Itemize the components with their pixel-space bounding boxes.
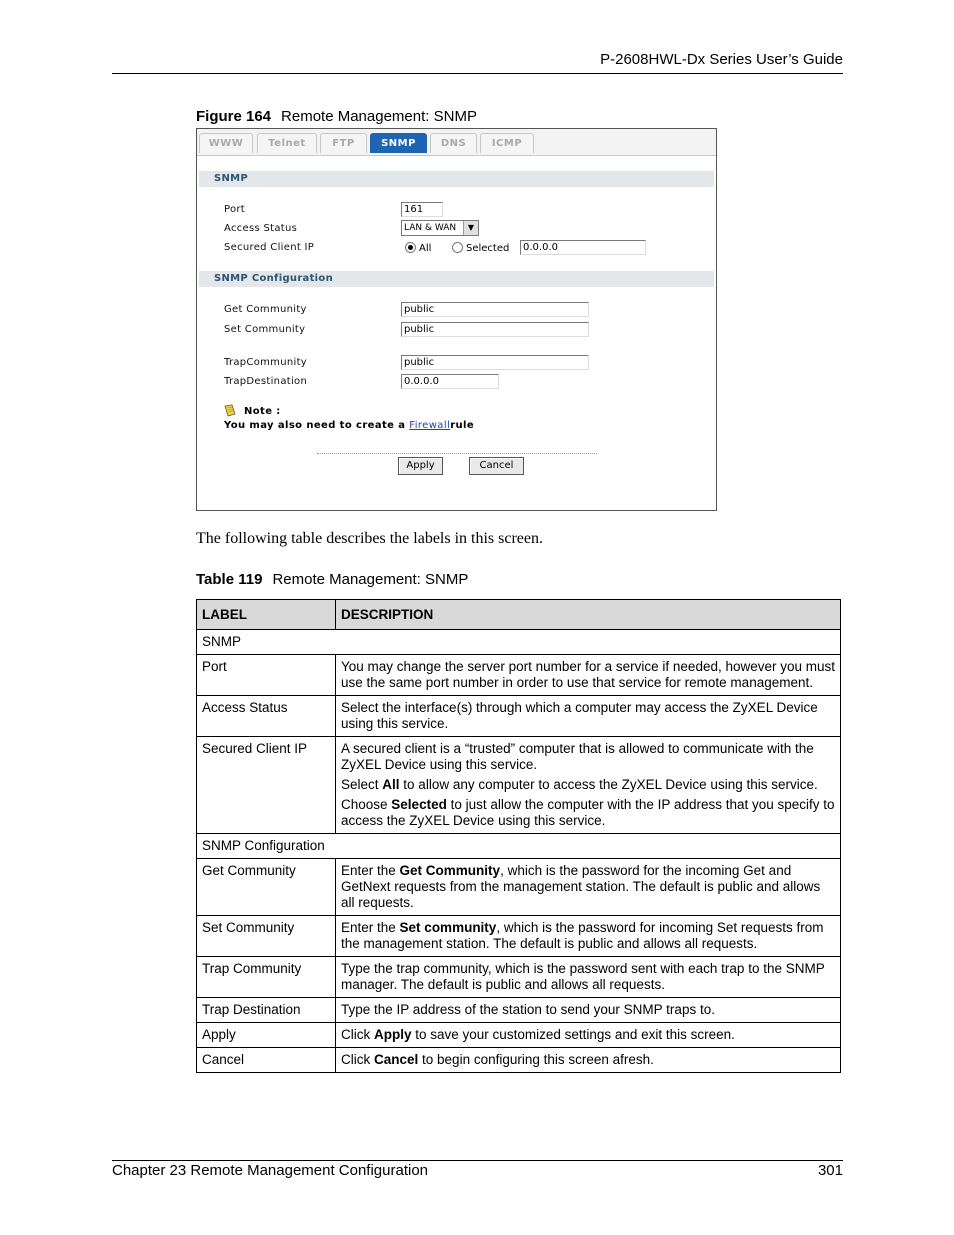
label-cell: Access Status [197, 696, 336, 737]
note-text [224, 420, 474, 431]
table-row [197, 998, 841, 1023]
trap-destination-label: TrapDestination [224, 376, 308, 387]
port-label: Port [224, 204, 246, 215]
port-input[interactable]: 161 [401, 202, 443, 217]
body-text: The following table describes the labels in this screen. [196, 530, 544, 547]
access-status-label: Access Status [224, 223, 298, 234]
trap-community-input[interactable]: public [401, 355, 589, 370]
section-snmp: SNMP [199, 171, 714, 187]
note-text-before: You may also need to create a [224, 420, 410, 431]
trap-community-label: TrapCommunity [224, 357, 308, 368]
tab-icmp[interactable]: ICMP [480, 133, 534, 153]
page-number: 301 [817, 1162, 843, 1179]
firewall-link[interactable]: Firewall [409, 420, 451, 431]
description-cell [336, 1023, 841, 1048]
tab-www[interactable]: WWW [199, 133, 253, 153]
description-table [196, 599, 841, 1073]
description-paragraph: Type the trap community, which is the password sent with each trap to the SNMP manager. The default is public and allows all requests. [341, 961, 825, 992]
get-community-label: Get Community [224, 304, 307, 315]
header-description: DESCRIPTION [336, 600, 841, 630]
radio-selected[interactable] [452, 242, 463, 253]
description-cell [336, 655, 841, 696]
secured-client-ip-label: Secured Client IP [224, 242, 315, 253]
table-row [197, 1048, 841, 1073]
table-row [197, 737, 841, 834]
note-label: Note : [244, 406, 281, 417]
radio-all-label: All [419, 243, 432, 254]
description-paragraph: Type the IP address of the station to send your SNMP traps to. [341, 1002, 715, 1017]
chevron-down-icon: ▼ [463, 221, 478, 235]
table-row [197, 916, 841, 957]
description-cell [336, 696, 841, 737]
get-community-input[interactable]: public [401, 302, 589, 317]
section-snmp-configuration: SNMP Configuration [199, 271, 714, 287]
table-number: Table 119 [196, 571, 263, 588]
tab-bar [197, 129, 716, 156]
description-paragraph: Click Apply to save your customized settings and exit this screen. [341, 1027, 735, 1042]
table-section-row [197, 630, 841, 655]
description-cell [336, 737, 841, 834]
table-row [197, 655, 841, 696]
description-cell [336, 1048, 841, 1073]
trap-destination-input[interactable]: 0.0.0.0 [401, 374, 499, 389]
tab-ftp[interactable]: FTP [320, 133, 367, 153]
description-cell [336, 957, 841, 998]
snmp-screen [196, 128, 717, 511]
description-paragraph: Click Cancel to begin configuring this screen afresh. [341, 1052, 654, 1067]
access-status-select[interactable] [401, 220, 479, 236]
description-paragraph: Enter the Set community, which is the password for incoming Set requests from the management station. The default is public and allows all requests. [341, 920, 824, 951]
label-cell: Cancel [197, 1048, 336, 1073]
table-row [197, 1023, 841, 1048]
figure-title: Remote Management: SNMP [281, 108, 477, 125]
tab-telnet[interactable]: Telnet [257, 133, 317, 153]
header-label: LABEL [197, 600, 336, 630]
radio-selected-label: Selected [466, 243, 510, 254]
header-rule [112, 73, 843, 74]
set-community-input[interactable]: public [401, 322, 589, 337]
selected-ip-input[interactable]: 0.0.0.0 [520, 240, 646, 255]
tab-dns[interactable]: DNS [430, 133, 477, 153]
footer-rule [112, 1160, 843, 1161]
table-section-row [197, 834, 841, 859]
table-row [197, 696, 841, 737]
tab-snmp[interactable]: SNMP [370, 133, 427, 153]
figure-caption [196, 108, 477, 125]
description-cell [336, 916, 841, 957]
label-cell: Apply [197, 1023, 336, 1048]
label-cell: Port [197, 655, 336, 696]
table-row [197, 859, 841, 916]
description-paragraph: A secured client is a “trusted” computer that is allowed to communicate with the ZyXEL Device using this service. [341, 741, 814, 772]
divider [317, 453, 597, 454]
apply-button[interactable]: Apply [398, 457, 443, 475]
description-cell [336, 998, 841, 1023]
access-status-value: LAN & WAN [404, 223, 457, 233]
label-cell: Trap Community [197, 957, 336, 998]
figure-number: Figure 164 [196, 108, 272, 125]
description-paragraph: Select All to allow any computer to access the ZyXEL Device using this service. [341, 777, 818, 792]
description-paragraph: You may change the server port number for a service if needed, however you must use the same port number in order to use that service for remote management. [341, 659, 836, 690]
table-caption [196, 571, 468, 588]
note-text-after: rule [450, 420, 475, 431]
label-cell: Secured Client IP [197, 737, 336, 834]
cancel-button[interactable]: Cancel [469, 457, 524, 475]
description-paragraph: Select the interface(s) through which a computer may access the ZyXEL Device using this service. [341, 700, 818, 731]
section-cell: SNMP [197, 630, 841, 655]
page-header: P-2608HWL-Dx Series User’s Guide [600, 51, 843, 68]
description-cell [336, 859, 841, 916]
label-cell: Get Community [197, 859, 336, 916]
label-cell: Trap Destination [197, 998, 336, 1023]
set-community-label: Set Community [224, 324, 306, 335]
footer-chapter: Chapter 23 Remote Management Configuration [112, 1162, 429, 1179]
note-icon [223, 404, 237, 418]
section-cell: SNMP Configuration [197, 834, 841, 859]
table-row [197, 957, 841, 998]
description-paragraph: Choose Selected to just allow the computer with the IP address that you specify to access the ZyXEL Device using this service. [341, 797, 835, 828]
label-cell: Set Community [197, 916, 336, 957]
table-body [197, 630, 841, 1073]
table-title: Remote Management: SNMP [272, 571, 469, 588]
description-paragraph: Enter the Get Community, which is the password for the incoming Get and GetNext requests from the management station. The default is public and allows all requests. [341, 863, 821, 910]
radio-all[interactable] [405, 242, 416, 253]
